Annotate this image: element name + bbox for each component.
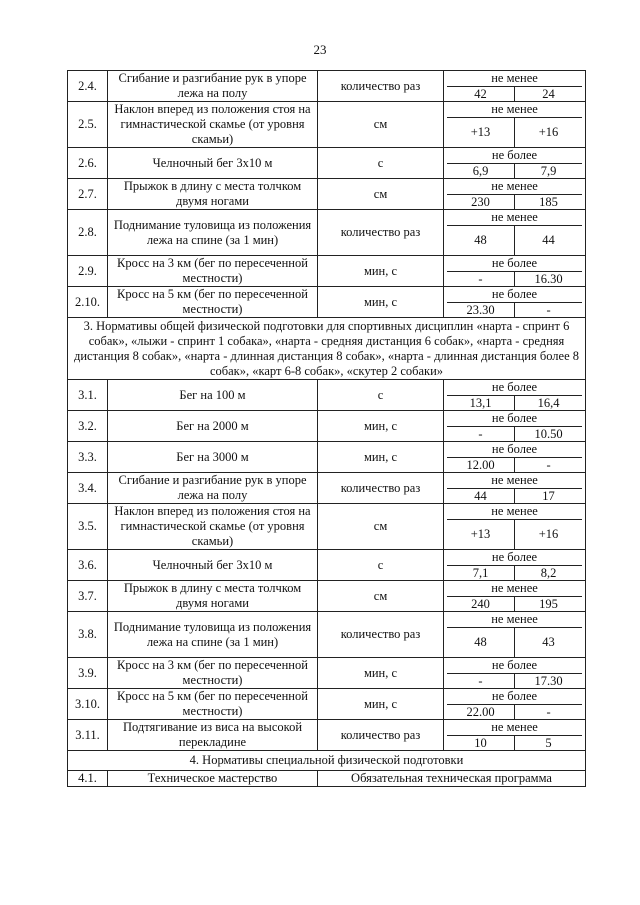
norm-values-cell bbox=[444, 689, 586, 720]
norm-values bbox=[447, 102, 582, 147]
norm-values-cell bbox=[444, 442, 586, 473]
norm-value-first: - bbox=[478, 272, 483, 286]
norm-value-second: 5 bbox=[514, 736, 582, 751]
norm-values-cell bbox=[444, 612, 586, 658]
exercise-name: Челночный бег 3x10 м bbox=[108, 148, 318, 179]
norm-value-pair bbox=[447, 674, 582, 689]
norm-condition: не более bbox=[447, 411, 582, 427]
norm-value-pair bbox=[447, 520, 582, 549]
unit-of-measure: мин, с bbox=[318, 442, 444, 473]
norm-condition: не более bbox=[447, 689, 582, 705]
unit-of-measure: мин, с bbox=[318, 256, 444, 287]
exercise-name: Наклон вперед из положения стоя на гимнастической скамье (от уровня скамьи) bbox=[108, 504, 318, 550]
norm-value-second: - bbox=[514, 705, 582, 720]
row-number: 2.8. bbox=[68, 210, 108, 256]
norm-condition: не более bbox=[447, 148, 582, 164]
norm-value-first: 23.30 bbox=[466, 303, 495, 317]
unit-of-measure: с bbox=[318, 550, 444, 581]
norm-values-cell bbox=[444, 287, 586, 318]
unit-of-measure: см bbox=[318, 102, 444, 148]
row-number: 3.8. bbox=[68, 612, 108, 658]
norm-value-pair bbox=[447, 458, 582, 473]
norm-value-second: 43 bbox=[514, 628, 582, 657]
norm-values bbox=[447, 71, 582, 101]
table-row bbox=[68, 581, 586, 612]
exercise-name: Бег на 2000 м bbox=[108, 411, 318, 442]
norm-value-pair bbox=[447, 489, 582, 504]
exercise-name: Челночный бег 3x10 м bbox=[108, 550, 318, 581]
norm-condition: не менее bbox=[447, 504, 582, 520]
unit-of-measure: мин, с bbox=[318, 411, 444, 442]
norm-value-pair bbox=[447, 396, 582, 411]
exercise-name: Подтягивание из виса на высокой перекладине bbox=[108, 720, 318, 751]
norm-values bbox=[447, 179, 582, 209]
table-row bbox=[68, 612, 586, 658]
norm-condition: не менее bbox=[447, 612, 582, 628]
row-number: 2.7. bbox=[68, 179, 108, 210]
norm-value-pair bbox=[447, 705, 582, 720]
exercise-name: Прыжок в длину с места толчком двумя ногами bbox=[108, 179, 318, 210]
norm-value-first: 44 bbox=[474, 489, 487, 503]
table-row bbox=[68, 287, 586, 318]
exercise-name: Поднимание туловища из положения лежа на спине (за 1 мин) bbox=[108, 612, 318, 658]
exercise-name: Прыжок в длину с места толчком двумя ногами bbox=[108, 581, 318, 612]
norm-value-first: 12.00 bbox=[466, 458, 495, 472]
norm-value-pair bbox=[447, 427, 582, 442]
norm-condition: не менее bbox=[447, 720, 582, 736]
norm-value-pair bbox=[447, 566, 582, 581]
norm-values bbox=[447, 148, 582, 178]
norm-value-first: - bbox=[478, 427, 483, 441]
norm-value-first: 230 bbox=[471, 195, 490, 209]
norm-values-cell bbox=[444, 504, 586, 550]
table-row bbox=[68, 771, 586, 787]
table-row bbox=[68, 504, 586, 550]
norm-values-cell bbox=[444, 720, 586, 751]
unit-of-measure: мин, с bbox=[318, 658, 444, 689]
row-number: 3.9. bbox=[68, 658, 108, 689]
norm-value-pair bbox=[447, 87, 582, 102]
norm-values-cell bbox=[444, 658, 586, 689]
norm-value-first: +13 bbox=[470, 125, 491, 139]
norm-value-pair bbox=[447, 597, 582, 612]
norm-values-cell bbox=[444, 473, 586, 504]
exercise-name: Бег на 100 м bbox=[108, 380, 318, 411]
norm-condition: не менее bbox=[447, 581, 582, 597]
norm-value-pair bbox=[447, 303, 582, 318]
norm-values bbox=[447, 689, 582, 719]
section-heading-row bbox=[68, 751, 586, 771]
table-row bbox=[68, 71, 586, 102]
row-number: 2.6. bbox=[68, 148, 108, 179]
norm-condition: не более bbox=[447, 256, 582, 272]
row-number: 2.9. bbox=[68, 256, 108, 287]
row-number: 3.7. bbox=[68, 581, 108, 612]
norm-values bbox=[447, 658, 582, 688]
norm-value-first: 10 bbox=[474, 736, 487, 750]
norm-condition: не более bbox=[447, 658, 582, 674]
norm-values bbox=[447, 504, 582, 549]
norm-values bbox=[447, 720, 582, 750]
row-number: 3.1. bbox=[68, 380, 108, 411]
exercise-name: Кросс на 5 км (бег по пересеченной местности) bbox=[108, 287, 318, 318]
norm-condition: не менее bbox=[447, 473, 582, 489]
norm-values bbox=[447, 287, 582, 317]
exercise-name: Техническое мастерство bbox=[108, 771, 318, 787]
norm-value-second: 195 bbox=[514, 597, 582, 612]
exercise-name: Кросс на 5 км (бег по пересеченной местности) bbox=[108, 689, 318, 720]
norm-condition: не более bbox=[447, 442, 582, 458]
unit-of-measure: количество раз bbox=[318, 720, 444, 751]
norm-value-second: 44 bbox=[514, 226, 582, 255]
row-number: 3.5. bbox=[68, 504, 108, 550]
table-row bbox=[68, 658, 586, 689]
norm-value-second: 7,9 bbox=[514, 164, 582, 179]
norms-table-body bbox=[68, 71, 586, 787]
norm-value-first: 7,1 bbox=[472, 566, 489, 580]
norm-values bbox=[447, 581, 582, 611]
norm-values bbox=[447, 210, 582, 255]
norm-values-cell bbox=[444, 380, 586, 411]
norm-value-second: 17 bbox=[514, 489, 582, 504]
norm-condition: не менее bbox=[447, 179, 582, 195]
norm-value-second: +16 bbox=[514, 118, 582, 147]
table-row bbox=[68, 689, 586, 720]
unit-of-measure: см bbox=[318, 179, 444, 210]
norm-values-cell bbox=[444, 256, 586, 287]
row-number: 3.3. bbox=[68, 442, 108, 473]
table-row bbox=[68, 720, 586, 751]
section-heading: 3. Нормативы общей физической подготовки для спортивных дисциплин «нарта - спринт 6 собак», «лыжи - спринт 1 собака», «нарта - средняя дистанция 6 собак», «нарта - средняя дистанция 8 собак», «нарта - длинная дистанция 8 собак», «нарта - длинная дистанция более 8 собак», «карт 6-8 собак», «скутер 2 собаки» bbox=[68, 318, 586, 380]
norm-value-second: 8,2 bbox=[514, 566, 582, 581]
norm-value-second: 24 bbox=[514, 87, 582, 102]
norm-value-pair bbox=[447, 164, 582, 179]
norm-value-first: 48 bbox=[474, 233, 487, 247]
table-row bbox=[68, 442, 586, 473]
norm-values bbox=[447, 380, 582, 410]
norm-values bbox=[447, 550, 582, 580]
norm-values bbox=[447, 256, 582, 286]
norm-values bbox=[447, 442, 582, 472]
exercise-name: Наклон вперед из положения стоя на гимнастической скамье (от уровня скамьи) bbox=[108, 102, 318, 148]
unit-of-measure: с bbox=[318, 380, 444, 411]
norm-value-pair bbox=[447, 226, 582, 255]
norm-value-second: 17.30 bbox=[514, 674, 582, 689]
unit-of-measure: количество раз bbox=[318, 473, 444, 504]
unit-of-measure: см bbox=[318, 504, 444, 550]
norm-value-pair bbox=[447, 628, 582, 657]
norm-value-first: 240 bbox=[471, 597, 490, 611]
norm-value-pair bbox=[447, 736, 582, 751]
norm-value-first: +13 bbox=[470, 527, 491, 541]
unit-of-measure: количество раз bbox=[318, 612, 444, 658]
row-number: 3.6. bbox=[68, 550, 108, 581]
table-row bbox=[68, 179, 586, 210]
norm-value-first: 22.00 bbox=[466, 705, 495, 719]
norm-values bbox=[447, 411, 582, 441]
norm-value-second: 10.50 bbox=[514, 427, 582, 442]
section-heading-row bbox=[68, 318, 586, 380]
norm-value-second: 16,4 bbox=[514, 396, 582, 411]
norm-condition: не менее bbox=[447, 102, 582, 118]
norm-values-cell bbox=[444, 102, 586, 148]
norm-values-cell bbox=[444, 179, 586, 210]
norm-condition: не более bbox=[447, 380, 582, 396]
norm-values-cell bbox=[444, 581, 586, 612]
norm-value-second: 16.30 bbox=[514, 272, 582, 287]
norm-value-pair bbox=[447, 272, 582, 287]
unit-of-measure: количество раз bbox=[318, 210, 444, 256]
norm-value-first: 6,9 bbox=[472, 164, 489, 178]
norm-values-cell bbox=[444, 550, 586, 581]
norm-values-cell bbox=[444, 148, 586, 179]
norm-values-cell bbox=[444, 210, 586, 256]
exercise-name: Поднимание туловища из положения лежа на спине (за 1 мин) bbox=[108, 210, 318, 256]
table-row bbox=[68, 256, 586, 287]
table-row bbox=[68, 102, 586, 148]
norm-condition: не менее bbox=[447, 210, 582, 226]
unit-of-measure: мин, с bbox=[318, 689, 444, 720]
row-number: 2.10. bbox=[68, 287, 108, 318]
norm-value-pair bbox=[447, 118, 582, 147]
unit-of-measure: количество раз bbox=[318, 71, 444, 102]
exercise-name: Сгибание и разгибание рук в упоре лежа на полу bbox=[108, 473, 318, 504]
table-row bbox=[68, 210, 586, 256]
unit-of-measure: см bbox=[318, 581, 444, 612]
norm-value-second: 185 bbox=[514, 195, 582, 210]
norm-condition: не более bbox=[447, 287, 582, 303]
row-number: 3.10. bbox=[68, 689, 108, 720]
row-number: 2.5. bbox=[68, 102, 108, 148]
norm-value-first: - bbox=[478, 674, 483, 688]
row-number: 4.1. bbox=[68, 771, 108, 787]
table-row bbox=[68, 380, 586, 411]
unit-of-measure: мин, с bbox=[318, 287, 444, 318]
row-number: 2.4. bbox=[68, 71, 108, 102]
page-number: 23 bbox=[313, 42, 327, 57]
unit-of-measure: с bbox=[318, 148, 444, 179]
exercise-name: Кросс на 3 км (бег по пересеченной местности) bbox=[108, 256, 318, 287]
norm-value-pair bbox=[447, 195, 582, 210]
merged-value: Обязательная техническая программа bbox=[318, 771, 586, 787]
row-number: 3.11. bbox=[68, 720, 108, 751]
table-row bbox=[68, 148, 586, 179]
norm-values-cell bbox=[444, 411, 586, 442]
table-row bbox=[68, 473, 586, 504]
row-number: 3.4. bbox=[68, 473, 108, 504]
norm-value-first: 42 bbox=[474, 87, 487, 101]
norm-value-first: 48 bbox=[474, 635, 487, 649]
norm-value-second: - bbox=[514, 303, 582, 318]
norm-value-first: 13,1 bbox=[469, 396, 492, 410]
section-heading: 4. Нормативы специальной физической подготовки bbox=[68, 751, 586, 771]
norm-condition: не более bbox=[447, 550, 582, 566]
norm-values-cell bbox=[444, 71, 586, 102]
norm-value-second: +16 bbox=[514, 520, 582, 549]
exercise-name: Сгибание и разгибание рук в упоре лежа на полу bbox=[108, 71, 318, 102]
norm-condition: не менее bbox=[447, 71, 582, 87]
norm-values bbox=[447, 473, 582, 503]
table-row bbox=[68, 411, 586, 442]
norm-values bbox=[447, 612, 582, 657]
table-row bbox=[68, 550, 586, 581]
norm-value-second: - bbox=[514, 458, 582, 473]
exercise-name: Кросс на 3 км (бег по пересеченной местности) bbox=[108, 658, 318, 689]
norms-table bbox=[67, 70, 586, 787]
row-number: 3.2. bbox=[68, 411, 108, 442]
exercise-name: Бег на 3000 м bbox=[108, 442, 318, 473]
